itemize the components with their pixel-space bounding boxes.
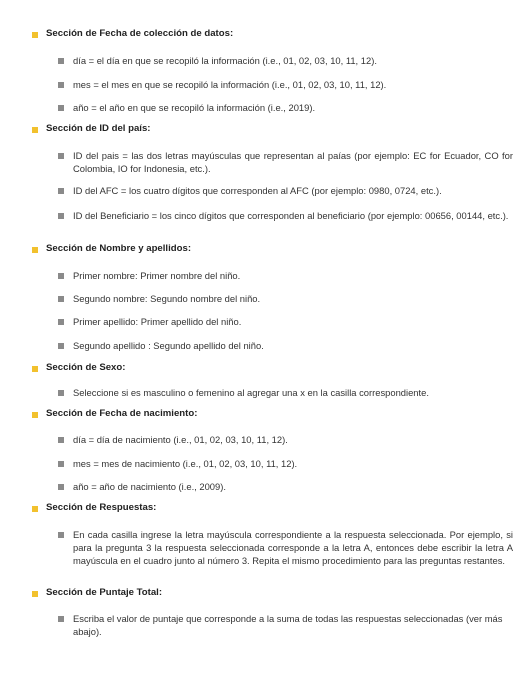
section-title: Sección de Nombre y apellidos: [46,243,192,254]
item-bullet [58,390,64,396]
item-text: En cada casilla ingrese la letra mayúscula correspondiente a la respuesta seleccionada. Por ejemplo, si para la pregunta 3 la respuesta seleccionada corresponde a la letra A, entonces debe escribir la letra A mayúscula en el cuadro junto al número 3. Repita el mismo procedimiento para las preguntas restantes. [73,529,513,566]
section-fecha-coleccion [32,30,512,44]
item-text: Primer nombre: Primer nombre del niño. [73,270,241,281]
item-bullet [58,437,64,443]
section-bullet [32,506,38,512]
item-text: año = año de nacimiento (i.e., 2009). [73,481,226,492]
item-text: ID del AFC = los cuatro dígitos que corresponden al AFC (por ejemplo: 0980, 0724, etc.). [73,185,442,196]
item-bullet [58,461,64,467]
section-title: Sección de Fecha de nacimiento: [46,408,198,419]
item-bullet [58,616,64,622]
item-bullet [58,273,64,279]
item-bullet [58,153,64,159]
item-bullet [58,105,64,111]
item-bullet [58,188,64,194]
section-bullet [32,591,38,597]
section-bullet [32,247,38,253]
item-bullet [58,213,64,219]
section-bullet [32,412,38,418]
section-title: Sección de Fecha de colección de datos: [46,28,234,39]
section-title: Sección de Respuestas: [46,502,157,513]
section-id-pais [32,125,512,139]
section-nombre-apellidos [32,245,512,259]
section-bullet [32,366,38,372]
item-text: año = el año en que se recopiló la información (i.e., 2019). [73,102,316,113]
item-bullet [58,484,64,490]
section-respuestas [32,504,512,518]
item-text: día = el día en que se recopiló la información (i.e., 01, 02, 03, 10, 11, 12). [73,55,377,66]
item-text: ID del pais = las dos letras mayúsculas que representan al paías (por ejemplo: EC for Ecuador, CO for Colombia, IO for Indonesia, etc.). [73,150,513,174]
section-title: Sección de Sexo: [46,362,126,373]
item-bullet [58,82,64,88]
item-text: ID del Beneficiario = los cinco dígitos que corresponden al beneficiario (por ejemplo: 00656, 00144, etc.). [73,210,509,221]
item-text: Primer apellido: Primer apellido del niño. [73,316,242,327]
item-text: Seleccione si es masculino o femenino al agregar una x en la casilla correspondiente. [73,387,429,398]
section-bullet [32,127,38,133]
item-text: mes = el mes en que se recopiló la información (i.e., 01, 02, 03, 10, 11, 12). [73,79,387,90]
item-bullet [58,343,64,349]
item-text: día = día de nacimiento (i.e., 01, 02, 03, 10, 11, 12). [73,434,288,445]
section-puntaje-total [32,589,512,603]
section-bullet [32,32,38,38]
item-bullet [58,296,64,302]
section-fecha-nacimiento [32,410,512,424]
item-bullet [58,58,64,64]
section-title: Sección de ID del país: [46,123,151,134]
section-title: Sección de Puntaje Total: [46,587,163,598]
section-sexo [32,364,512,378]
item-bullet [58,319,64,325]
item-bullet [58,532,64,538]
item-text: Segundo nombre: Segundo nombre del niño. [73,293,261,304]
item-text: Segundo apellido : Segundo apellido del niño. [73,340,264,351]
item-text: mes = mes de nacimiento (i.e., 01, 02, 03, 10, 11, 12). [73,458,298,469]
item-text: Escriba el valor de puntaje que corresponde a la suma de todas las respuestas seleccionadas (ver más abajo). [73,613,503,637]
